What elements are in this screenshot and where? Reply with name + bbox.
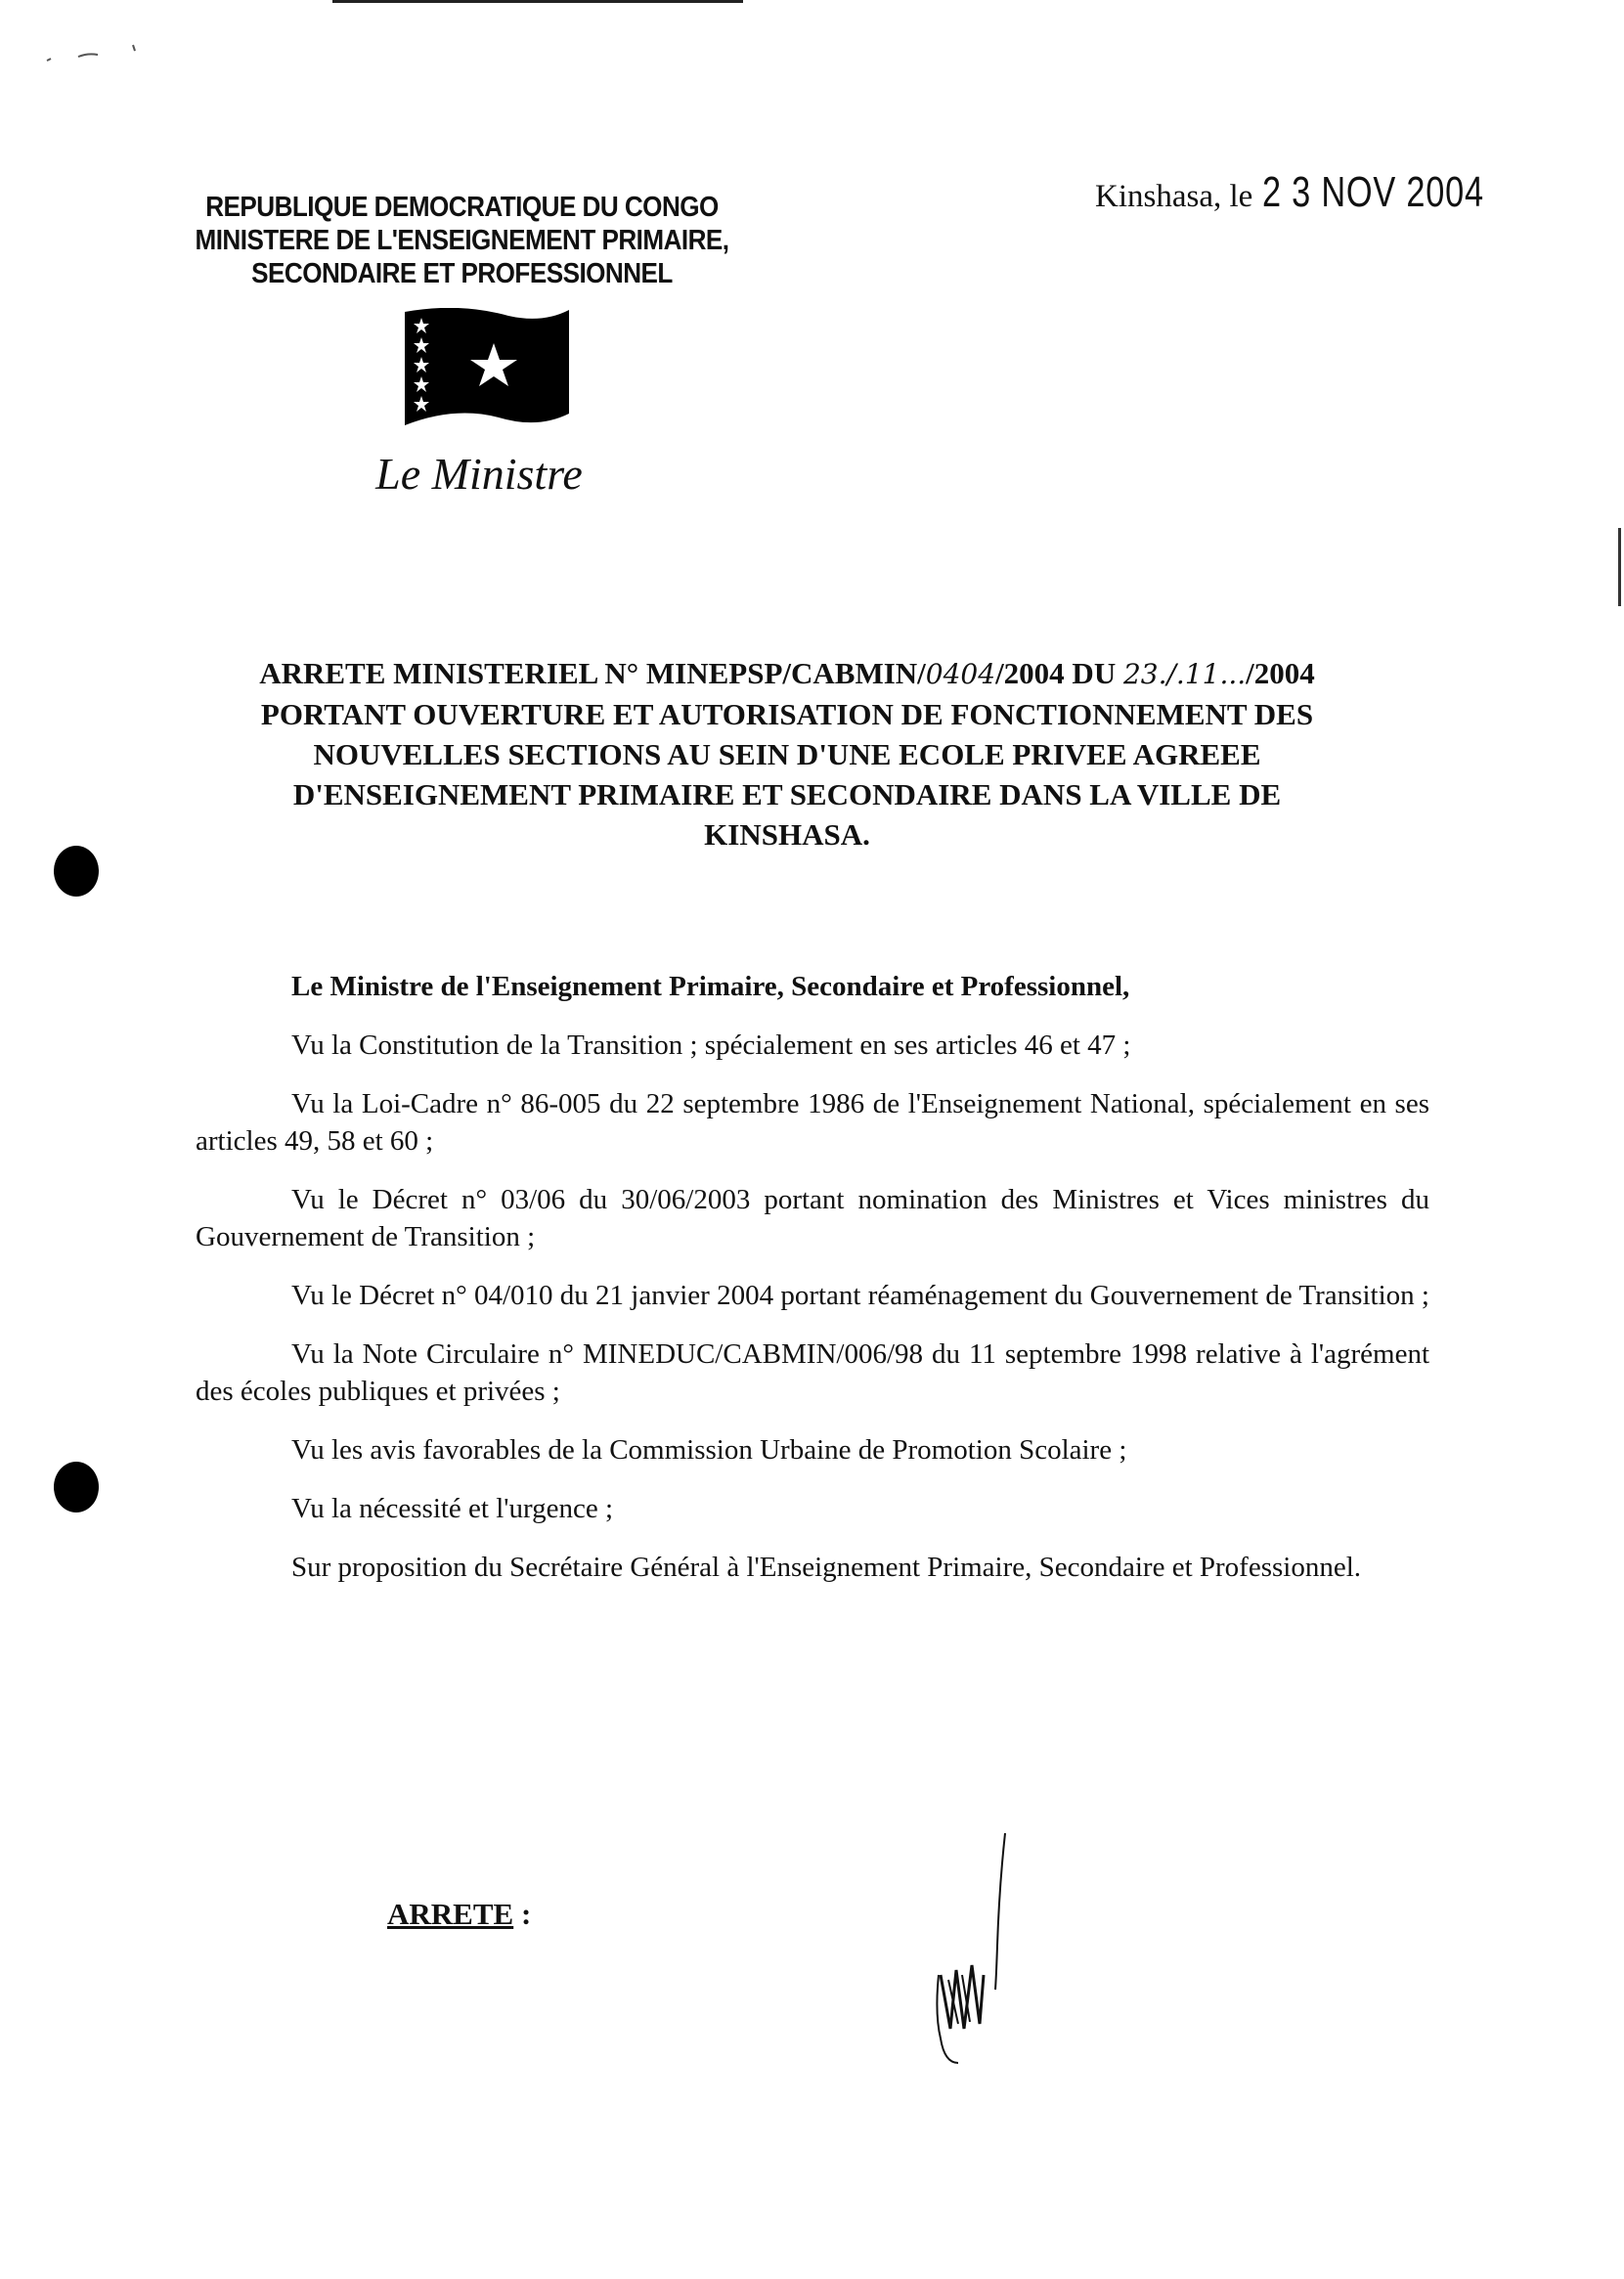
- decree-body: [196, 968, 1429, 1607]
- preamble-paragraph: Vu la nécessité et l'urgence ;: [291, 1493, 614, 1524]
- arrete-colon: :: [513, 1897, 532, 1931]
- preamble-paragraph: Vu le Décret n° 03/06 du 30/06/2003 portant nomination des Ministres et Vices ministres du Gouvernement de Transition ;: [196, 1184, 1429, 1252]
- issuing-authority: [178, 191, 746, 290]
- preamble-paragraph: Vu la Note Circulaire n° MINEDUC/CABMIN/006/98 du 11 septembre 1998 relative à l'agrément des écoles publiques et privées ;: [196, 1338, 1429, 1407]
- flag-emblem-icon: [401, 308, 572, 430]
- minister-title: Le Ministre: [375, 449, 583, 499]
- arrete-heading: [387, 1897, 531, 1932]
- preamble-paragraph: Sur proposition du Secrétaire Général à l'Enseignement Primaire, Secondaire et Professionnel.: [291, 1552, 1362, 1583]
- decree-title-line3: NOUVELLES SECTIONS AU SEIN D'UNE ECOLE PRIVEE AGREEE: [313, 737, 1261, 771]
- decree-title-line5: KINSHASA.: [704, 817, 870, 852]
- scan-edge-line: [332, 0, 743, 3]
- place: Kinshasa, le: [1095, 179, 1253, 214]
- preamble-paragraph: Vu la Loi-Cadre n° 86-005 du 22 septembre 1986 de l'Enseignement National, spécialement en ses articles 49, 58 et 60 ;: [196, 1088, 1429, 1157]
- preamble-paragraph: Vu le Décret n° 04/010 du 21 janvier 2004 portant réaménagement du Gouvernement de Transition ;: [291, 1280, 1429, 1311]
- minister-intro: Le Ministre de l'Enseignement Primaire, Secondaire et Professionnel,: [291, 971, 1130, 1002]
- decree-title: [166, 653, 1408, 855]
- decree-year-text: /2004 DU: [995, 656, 1123, 690]
- decree-title-line2: PORTANT OUVERTURE ET AUTORISATION DE FONCTIONNEMENT DES: [260, 697, 1314, 731]
- punch-hole: [54, 846, 99, 897]
- scan-edge-line: [1618, 528, 1621, 606]
- preamble-paragraph: Vu les avis favorables de la Commission Urbaine de Promotion Scolaire ;: [291, 1434, 1127, 1466]
- decree-title-line1: [166, 653, 1408, 694]
- handwritten-signature-icon: [929, 1828, 1036, 2073]
- decree-title-line4: D'ENSEIGNEMENT PRIMAIRE ET SECONDAIRE DANS LA VILLE DE: [292, 777, 1282, 811]
- punch-hole: [54, 1462, 99, 1512]
- place-and-date: [1095, 168, 1547, 217]
- decree-number-handwritten: 0404: [925, 658, 996, 690]
- scan-dust-marks: [39, 39, 147, 68]
- country-name: REPUBLIQUE DEMOCRATIQUE DU CONGO: [205, 192, 719, 223]
- decree-date-handwritten: 23./.11...: [1122, 658, 1247, 690]
- decree-number-prefix: ARRETE MINISTERIEL N° MINEPSP/CABMIN/: [259, 656, 926, 690]
- date-stamp: 2 3 NOV 2004: [1262, 168, 1485, 216]
- decree-year-suffix: /2004: [1246, 656, 1315, 690]
- preamble-paragraph: Vu la Constitution de la Transition ; spécialement en ses articles 46 et 47 ;: [291, 1030, 1131, 1061]
- ministry-name-line1: MINISTERE DE L'ENSEIGNEMENT PRIMAIRE,: [195, 225, 729, 256]
- ministry-name-line2: SECONDAIRE ET PROFESSIONNEL: [251, 258, 673, 289]
- arrete-label: ARRETE: [387, 1897, 514, 1931]
